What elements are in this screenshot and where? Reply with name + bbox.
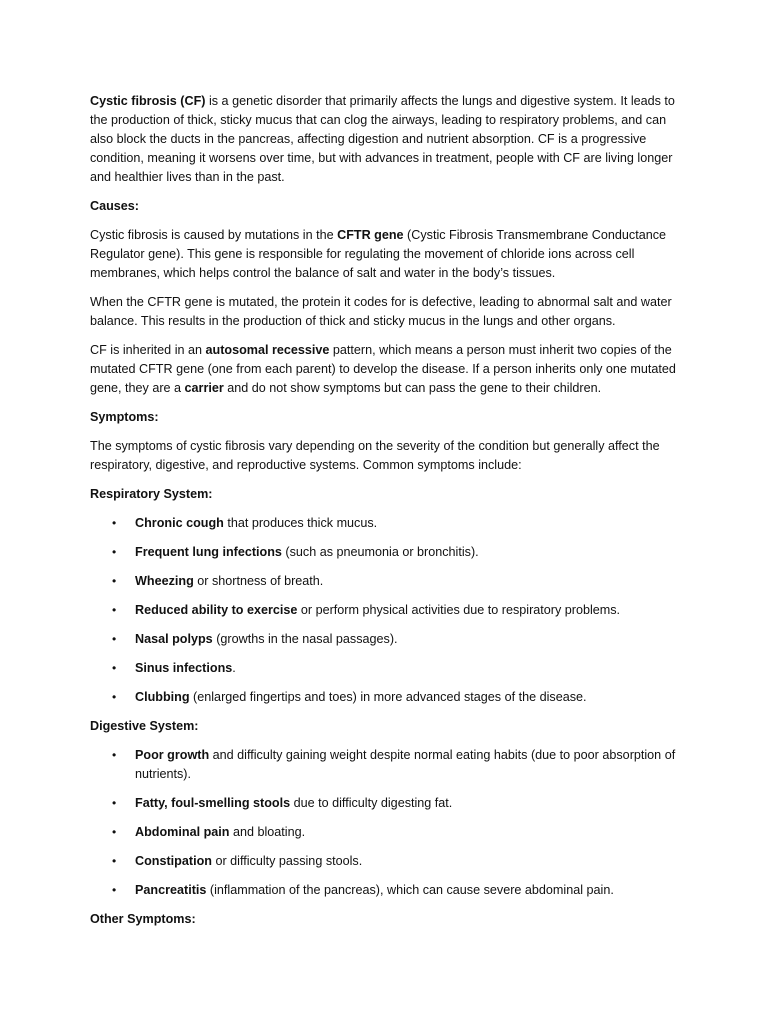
digestive-list: [90, 746, 680, 900]
list-item-text: or shortness of breath.: [193, 574, 324, 588]
list-item-text: .: [232, 661, 236, 675]
list-item-term: Chronic cough: [135, 516, 224, 530]
list-item: [90, 543, 680, 562]
list-item-text: and bloating.: [229, 825, 306, 839]
symptoms-heading: Symptoms:: [90, 410, 159, 424]
digestive-heading: Digestive System:: [90, 719, 199, 733]
cftr-gene-term: CFTR gene: [337, 228, 404, 242]
list-item-text: that produces thick mucus.: [223, 516, 378, 530]
other-symptoms-heading: Other Symptoms:: [90, 912, 196, 926]
causes-paragraph-2: When the CFTR gene is mutated, the protein it codes for is defective, leading to abnormal salt and water balance. This results in the production of thick and sticky mucus in the lungs and other organs.: [90, 295, 672, 328]
intro-paragraph: [90, 92, 680, 187]
list-item-term: Clubbing: [135, 690, 190, 704]
respiratory-heading: Respiratory System:: [90, 487, 213, 501]
causes-paragraph-3: [90, 341, 680, 398]
causes-p1-text-b: (Cystic Fibrosis Transmembrane Conductance Regulator gene). This gene is responsible for regulating the movement of chloride ions across cell membranes, which helps control the balance of salt and water in the body’s tissues.: [90, 228, 667, 280]
carrier-term: carrier: [184, 381, 224, 395]
bullet-icon: •: [112, 574, 117, 588]
list-item: [90, 794, 680, 813]
list-item-term: Frequent lung infections: [135, 545, 282, 559]
list-item-term: Pancreatitis: [135, 883, 207, 897]
intro-text: is a genetic disorder that primarily affects the lungs and digestive system. It leads to the production of thick, sticky mucus that can clog the airways, leading to respiratory problems, and can also block the ducts in the pancreas, affecting digestion and nutrient absorption. CF is a progressive condition, meaning it worsens over time, but with advances in treatment, people with CF are living longer and healthier lives than in the past.: [90, 94, 675, 184]
bullet-icon: •: [112, 825, 117, 839]
bullet-icon: •: [112, 632, 117, 646]
causes-paragraph-1: [90, 226, 680, 283]
list-item: [90, 572, 680, 591]
respiratory-list: [90, 514, 680, 707]
bullet-icon: •: [112, 883, 117, 897]
list-item-term: Nasal polyps: [135, 632, 213, 646]
list-item-term: Poor growth: [135, 748, 210, 762]
list-item-text: (enlarged fingertips and toes) in more advanced stages of the disease.: [189, 690, 587, 704]
list-item: [90, 746, 680, 784]
symptoms-intro: The symptoms of cystic fibrosis vary depending on the severity of the condition but generally affect the respiratory, digestive, and reproductive systems. Common symptoms include:: [90, 439, 660, 472]
list-item-term: Reduced ability to exercise: [135, 603, 298, 617]
list-item-text: or difficulty passing stools.: [211, 854, 363, 868]
list-item-term: Wheezing: [135, 574, 194, 588]
list-item-text: and difficulty gaining weight despite normal eating habits (due to poor absorption of nutrients).: [135, 748, 676, 781]
list-item: [90, 659, 680, 678]
list-item-text: (growths in the nasal passages).: [212, 632, 398, 646]
list-item: [90, 601, 680, 620]
bullet-icon: •: [112, 516, 117, 530]
bullet-icon: •: [112, 661, 117, 675]
autosomal-recessive-term: autosomal recessive: [205, 343, 330, 357]
document-body: [90, 92, 680, 939]
bullet-icon: •: [112, 854, 117, 868]
list-item: [90, 688, 680, 707]
causes-heading: Causes:: [90, 199, 139, 213]
bullet-icon: •: [112, 796, 117, 810]
list-item-text: (such as pneumonia or bronchitis).: [281, 545, 479, 559]
causes-p3-text-a: CF is inherited in an: [90, 343, 206, 357]
bullet-icon: •: [112, 748, 117, 762]
list-item: [90, 514, 680, 533]
bullet-icon: •: [112, 603, 117, 617]
list-item-text: or perform physical activities due to respiratory problems.: [297, 603, 621, 617]
bullet-icon: •: [112, 545, 117, 559]
list-item-term: Fatty, foul-smelling stools: [135, 796, 291, 810]
list-item: [90, 881, 680, 900]
list-item: [90, 852, 680, 871]
bullet-icon: •: [112, 690, 117, 704]
causes-p1-text-a: Cystic fibrosis is caused by mutations in the: [90, 228, 338, 242]
causes-p3-text-c: and do not show symptoms but can pass the gene to their children.: [223, 381, 602, 395]
list-item-term: Constipation: [135, 854, 212, 868]
list-item-term: Sinus infections: [135, 661, 233, 675]
intro-term: Cystic fibrosis (CF): [90, 94, 206, 108]
list-item: [90, 630, 680, 649]
list-item-text: (inflammation of the pancreas), which can cause severe abdominal pain.: [206, 883, 614, 897]
list-item-term: Abdominal pain: [135, 825, 230, 839]
list-item: [90, 823, 680, 842]
causes-p3-text-b: pattern, which means a person must inherit two copies of the mutated CFTR gene (one from each parent) to develop the disease. If a person inherits only one mutated gene, they are a: [90, 343, 676, 395]
list-item-text: due to difficulty digesting fat.: [290, 796, 453, 810]
